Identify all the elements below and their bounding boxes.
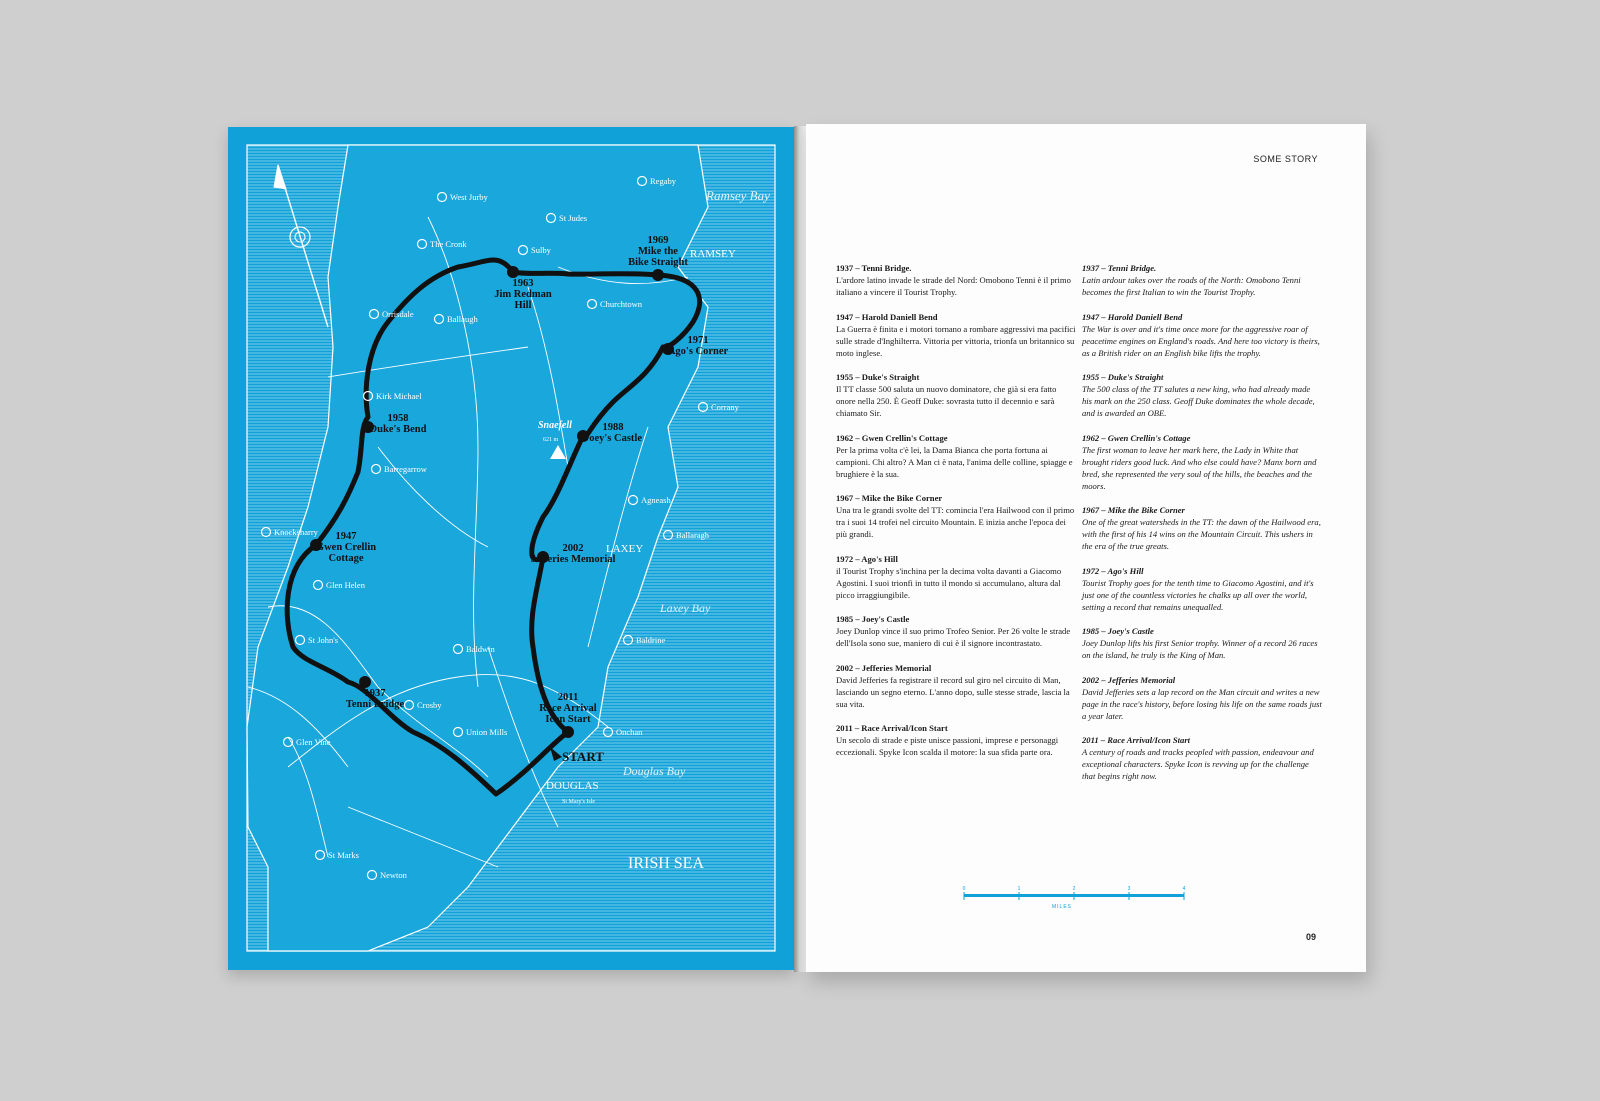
entry-title: 1962 – Gwen Crellin's Cottage xyxy=(836,432,948,443)
town-label: Baldwin xyxy=(466,644,495,654)
route-point-name: Jim Redman xyxy=(494,289,552,300)
entry-title: 1967 – Mike the Bike Corner xyxy=(836,493,943,503)
story-entry xyxy=(836,311,1076,359)
story-entry xyxy=(1082,625,1322,661)
route-point-year: 1937 xyxy=(364,688,386,699)
town-label: Orrisdale xyxy=(382,309,414,319)
section-header: SOME STORY xyxy=(1253,154,1318,164)
story-entry xyxy=(1082,674,1322,722)
route-point-name: Tenni Bridge xyxy=(345,699,405,710)
town-label: Newton xyxy=(380,870,407,880)
entry-title: 1967 – Mike the Bike Corner xyxy=(1082,505,1185,515)
entry-title: 1962 – Gwen Crellin's Cottage xyxy=(1082,432,1191,443)
entry-text: David Jefferies sets a lap record on the Man circuit and writes a new page in the race's history, before losing his life on the same roads just a year later. xyxy=(1082,686,1322,721)
story-entry xyxy=(836,492,1076,540)
place-snaefell-height: 621 m xyxy=(543,437,559,443)
route-point-name: Jefferies Memorial xyxy=(530,554,616,565)
story-entry xyxy=(1082,371,1322,419)
entry-text: Joey Dunlop vince il suo primo Trofeo Senior. Per 26 volte le strade dell'Isola sono sue, maniero di cui è il signore incontrastato. xyxy=(836,626,1071,648)
entry-text: David Jefferies fa registrare il record sul giro nel circuito di Man, lasciando un segno eterno. L'anno dopo, sulle stesse strade, lascia la sua vita. xyxy=(836,674,1070,709)
entry-text: A century of roads and tracks peopled with passion, endeavour and exceptional characters. Spyke Icon is revving up for the challenge that begins right now. xyxy=(1082,747,1314,781)
route-point-marker xyxy=(507,266,519,278)
route-point-year: 1963 xyxy=(512,278,534,289)
entry-text: One of the great watersheds in the TT: the dawn of the Hailwood era, with the first of his 14 wins on the Mountain Circuit. This ushers in the era of the true greats. xyxy=(1082,517,1321,551)
entry-title: 1985 – Joey's Castle xyxy=(1082,626,1154,636)
route-point-name: Mike the xyxy=(638,246,678,257)
route-point-marker xyxy=(562,726,574,738)
place-douglas-bay: Douglas Bay xyxy=(623,764,686,778)
town-label: Crosby xyxy=(417,700,442,710)
town-label: Knocksharry xyxy=(274,527,318,537)
entry-text: Joey Dunlop lifts his first Senior trophy. Winner of a record 26 races on the island, he truly is the King of Man. xyxy=(1082,638,1318,660)
entry-title: 1972 – Ago's Hill xyxy=(836,553,898,564)
town-label: Churchtown xyxy=(600,299,643,309)
route-point-name: Joey's Castle xyxy=(583,433,643,444)
scale-tick-label: 3 xyxy=(1127,886,1131,892)
town-label: Glen Helen xyxy=(326,580,365,590)
story-entry xyxy=(1082,432,1322,492)
route-point-name: Hill xyxy=(514,300,532,311)
town-label: Agneash xyxy=(641,495,671,505)
entry-text: The War is over and it's time once more for the aggressive roar of peacetime engines on England's roads. And here too victory is theirs, as a British rider on an English bike lifts the trophy. xyxy=(1082,323,1320,358)
town-label: The Cronk xyxy=(430,239,467,249)
town-label: Glen Vine xyxy=(296,737,331,747)
english-column xyxy=(1082,262,1322,795)
place-snaefell: Snaefell xyxy=(538,420,572,431)
map-scale-bar xyxy=(964,884,1194,914)
town-label: West Jurby xyxy=(450,192,488,202)
story-entry xyxy=(1082,262,1322,298)
entry-title: 1955 – Duke's Straight xyxy=(836,372,920,382)
place-ramsey-bay: Ramsey Bay xyxy=(706,188,770,203)
story-entry xyxy=(836,553,1076,601)
story-entry xyxy=(836,722,1076,758)
town-label: Union Mills xyxy=(466,727,508,737)
entry-text: Tourist Trophy goes for the tenth time to Giacomo Agostini, and it's just one of the countless victories he chalks up all over the world, setting a record that remains unequalled. xyxy=(1082,577,1314,612)
route-point-name: Icon Start xyxy=(545,714,591,725)
place-ramsey: RAMSEY xyxy=(690,248,736,260)
route-point-year: 1958 xyxy=(387,413,409,424)
entry-title: 1985 – Joey's Castle xyxy=(836,614,910,624)
story-entry xyxy=(1082,734,1322,782)
entry-title: 1937 – Tenni Bridge. xyxy=(1082,263,1157,273)
scale-tick-label: 0 xyxy=(962,886,966,892)
entry-text: L'ardore latino invade le strade del Nord: Omobono Tenni è il primo italiano a vincere il Tourist Trophy. xyxy=(836,275,1071,297)
town-label: Ballaugh xyxy=(447,314,478,324)
entry-text: Un secolo di strade e piste unisce passioni, imprese e personaggi eccezionali. Spyke Icon scalda il motore: la sua sfida parte ora. xyxy=(836,735,1059,757)
story-entry xyxy=(836,613,1076,649)
route-point-marker xyxy=(359,676,371,688)
town-label: St John's xyxy=(308,635,339,645)
place-douglas: DOUGLAS xyxy=(546,780,599,792)
entry-text: Il TT classe 500 saluta un nuovo dominatore, che già si era fatto onore nella 250. È Geoff Duke: sovrasta tutto il decennio e sarà chiamato Sir. xyxy=(836,384,1057,418)
scale-unit: MILES xyxy=(1052,904,1073,910)
route-point-name: Cottage xyxy=(328,553,364,564)
story-entry xyxy=(836,371,1076,419)
story-entry xyxy=(1082,504,1322,552)
route-point-name: Race Arrival xyxy=(539,703,597,714)
entry-text: Una tra le grandi svolte del TT: comincia l'era Hailwood con il primo tra i suoi 14 trofei nel circuito Mountain. E inizia anche l'epoca dei più grandi. xyxy=(836,505,1075,539)
route-point-name: Duke's Bend xyxy=(369,424,427,435)
story-entry xyxy=(1082,565,1322,613)
route-point-name: Gwen Crellin xyxy=(315,542,377,553)
entry-text: Latin ardour takes over the roads of the North: Omobono Tenni becomes the first Italian to win the Tourist Trophy. xyxy=(1082,275,1301,297)
entry-title: 1947 – Harold Daniell Bend xyxy=(1082,311,1183,322)
start-label: START xyxy=(562,749,604,764)
town-label: Ballaragh xyxy=(676,530,710,540)
story-entry xyxy=(836,432,1076,480)
scale-tick-label: 4 xyxy=(1182,886,1186,892)
scale-tick-label: 1 xyxy=(1017,886,1021,892)
isle-of-man-map xyxy=(228,127,794,970)
town-label: St Marks xyxy=(328,850,359,860)
place-laxey: LAXEY xyxy=(606,543,644,555)
town-label: Sulby xyxy=(531,245,551,255)
route-point-year: 1947 xyxy=(335,531,357,542)
place-st-marys-isle: St Mary's Isle xyxy=(562,799,596,805)
town-label: Corrany xyxy=(711,402,739,412)
town-label: Kirk Michael xyxy=(376,391,422,401)
entry-title: 1947 – Harold Daniell Bend xyxy=(836,311,938,322)
entry-text: il Tourist Trophy s'inchina per la decima volta davanti a Giacomo Agostini. I suoi trionfi in tutto il mondo si accumulano, altura dal picco irraggiungibile. xyxy=(836,565,1062,600)
entry-text: Per la prima volta c'è lei, la Dama Bianca che porta fortuna ai campioni. Chi altro? A Man ci è nata, l'anima delle colline, spiagge e brughiere è la sua. xyxy=(836,444,1073,479)
route-point-year: 2002 xyxy=(562,543,584,554)
story-entry xyxy=(836,662,1076,710)
entry-text: The first woman to leave her mark here, the Lady in White that brought riders good luck. And who else could have? Manx born and bred, she represented the very soul of the hills, the beaches and the moors. xyxy=(1082,444,1317,491)
town-label: Onchan xyxy=(616,727,643,737)
page-number: 09 xyxy=(1305,932,1316,942)
italian-column xyxy=(836,262,1076,771)
entry-text: La Guerra è finita e i motori tornano a rombare aggressivi ma pacifici sulle strade d'Inghilterra. Vittoria per vittoria, trionfa un britannico su moto inglese. xyxy=(836,323,1076,358)
route-point-year: 1969 xyxy=(647,235,669,246)
town-label: Regaby xyxy=(650,176,676,186)
town-label: St Judes xyxy=(559,213,588,223)
route-point-marker xyxy=(652,269,664,281)
place-irish-sea: IRISH SEA xyxy=(628,855,705,872)
entry-title: 1937 – Tenni Bridge. xyxy=(836,263,912,273)
route-point-year: 2011 xyxy=(557,692,579,703)
entry-title: 2011 – Race Arrival/Icon Start xyxy=(836,723,948,733)
entry-title: 2002 – Jefferies Memorial xyxy=(1082,674,1176,685)
route-point-year: 1988 xyxy=(602,422,624,433)
entry-title: 2011 – Race Arrival/Icon Start xyxy=(1082,735,1191,745)
text-page xyxy=(806,124,1366,972)
town-label: Barregarrow xyxy=(384,464,427,474)
entry-title: 1955 – Duke's Straight xyxy=(1082,372,1164,382)
story-entry xyxy=(836,262,1076,298)
place-laxey-bay: Laxey Bay xyxy=(660,601,711,615)
entry-text: The 500 class of the TT salutes a new king, who had already made his mark on the 250 class. Geoff Duke dominates the whole decade, and is awarded an OBE. xyxy=(1082,384,1315,418)
story-entry xyxy=(1082,311,1322,359)
scale-tick-label: 2 xyxy=(1072,886,1076,892)
route-point-year: 1971 xyxy=(687,335,709,346)
town-label: Baldrine xyxy=(636,635,666,645)
route-point-name: Bike Straight xyxy=(628,257,688,268)
entry-title: 1972 – Ago's Hill xyxy=(1082,565,1144,576)
entry-title: 2002 – Jefferies Memorial xyxy=(836,662,932,673)
route-point-name: Ago's Corner xyxy=(667,346,729,357)
map-page xyxy=(228,127,794,970)
